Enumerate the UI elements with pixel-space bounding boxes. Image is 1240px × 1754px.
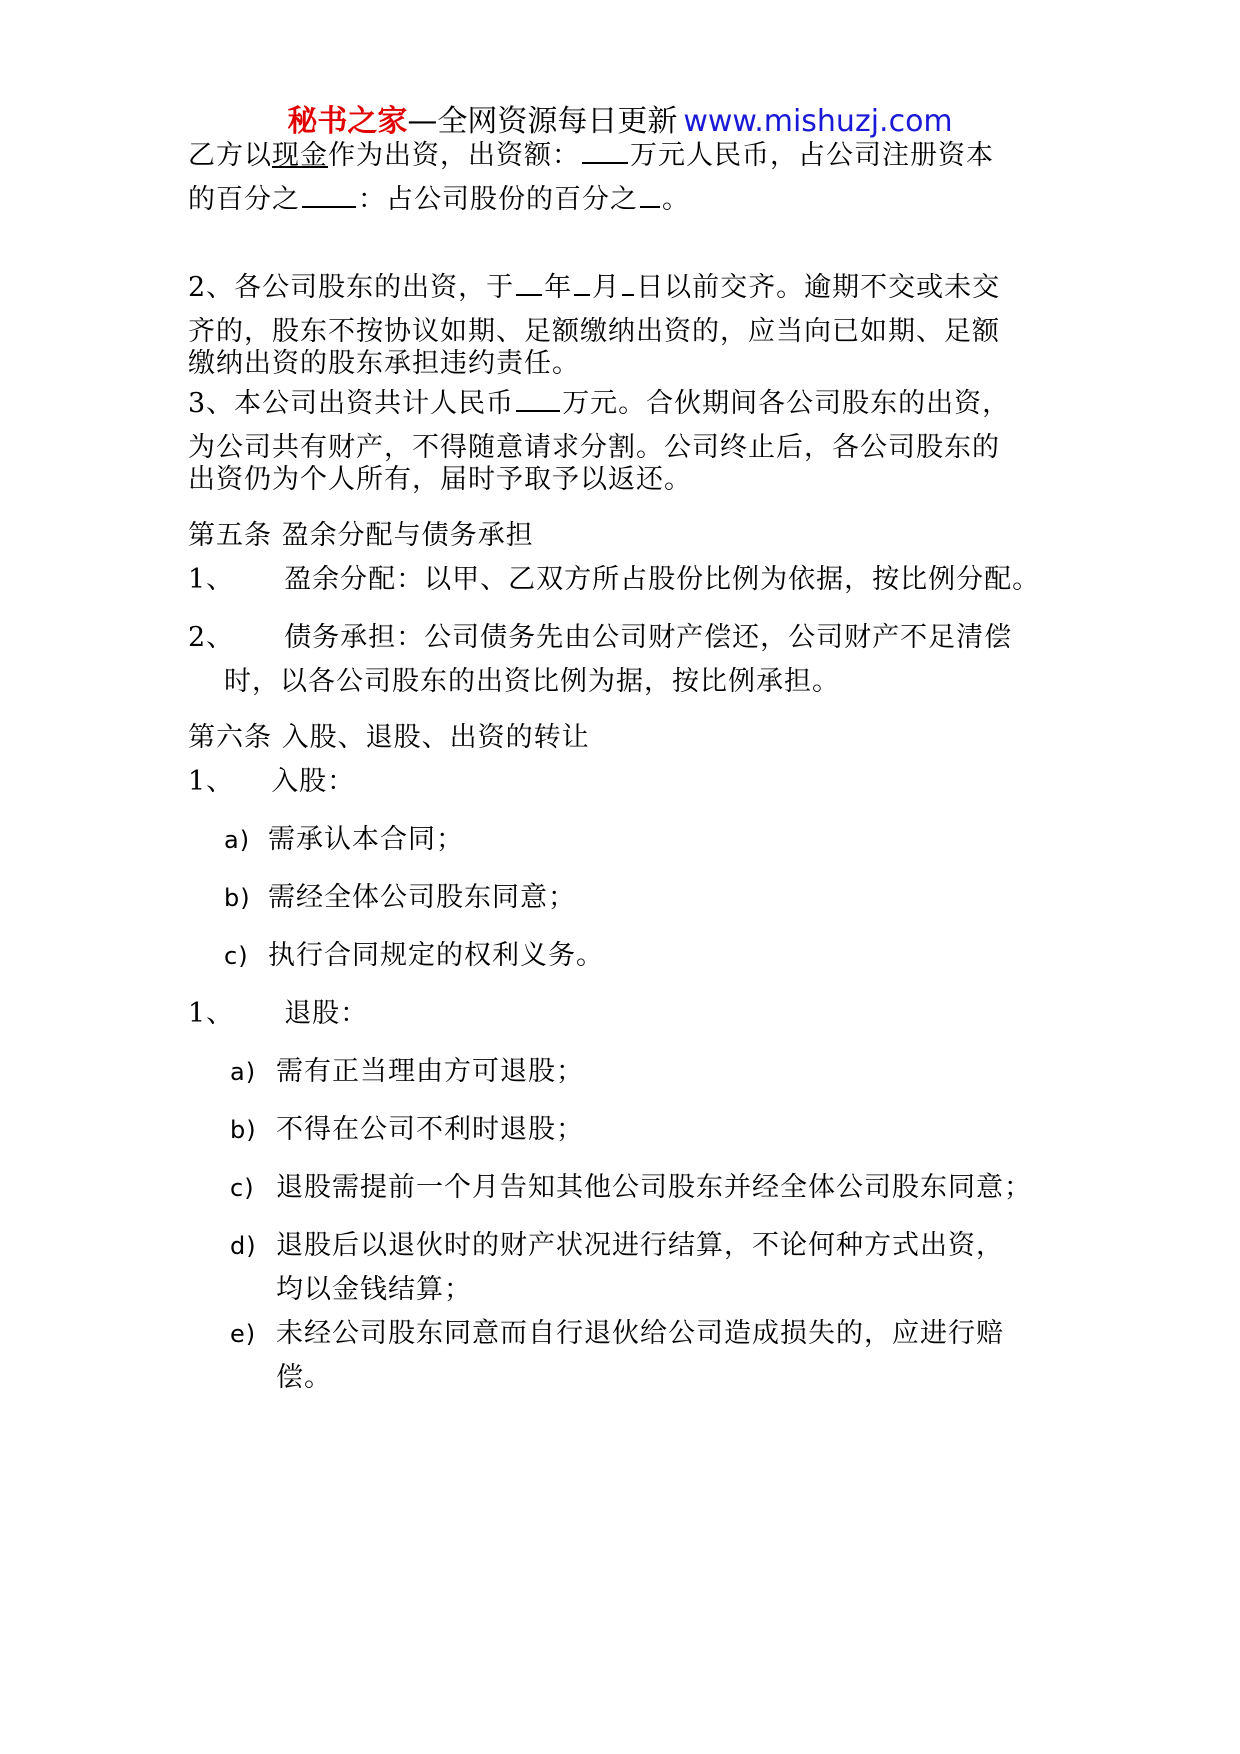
quit-item-a <box>230 1052 584 1092</box>
item-label: b) <box>230 1116 257 1144</box>
amount-blank <box>582 138 628 164</box>
day-blank <box>622 270 634 296</box>
text: 的百分之 <box>188 184 300 215</box>
item3-line-2: 为公司共有财产，不得随意请求分割。公司终止后，各公司股东的 <box>188 432 1000 463</box>
article-6-title: 第六条 入股、退股、出资的转让 <box>188 722 590 753</box>
item-number: 1、 <box>188 564 235 595</box>
quit-item-b <box>230 1110 584 1150</box>
text: 。 <box>662 184 690 215</box>
text: 作为出资，出资额： <box>328 140 580 171</box>
brand-name: 秘书之家 <box>287 104 408 139</box>
month-blank <box>574 270 590 296</box>
text: 需承认本合同； <box>268 824 464 855</box>
text: 执行合同规定的权利义务。 <box>268 940 604 971</box>
item-label: c) <box>230 1174 255 1202</box>
text: 月 <box>592 272 621 303</box>
quit-item-e-cont: 偿。 <box>276 1362 332 1393</box>
contribution-line-2 <box>188 180 690 220</box>
text: 2、各公司股东的出资，于 <box>188 272 515 303</box>
item2-line-3: 缴纳出资的股东承担违约责任。 <box>188 348 580 379</box>
text: 日以前交齐。逾期不交或未交 <box>636 272 1001 303</box>
quit-heading <box>188 994 368 1034</box>
join-item-c <box>224 936 604 976</box>
text: 乙方以 <box>188 140 272 171</box>
capital-percent-blank <box>302 182 356 208</box>
join-item-a <box>224 820 464 860</box>
item2-line-1 <box>188 268 1000 308</box>
item-number: 1、 <box>188 998 235 1029</box>
header-tagline: —全网资源每日更新 <box>407 104 678 139</box>
text: 3、本公司出资共计人民币 <box>188 388 515 419</box>
quit-item-e <box>230 1314 1004 1354</box>
text: 万元人民币，占公司注册资本 <box>630 140 994 171</box>
site-url-link[interactable]: www.mishuzj.com <box>683 104 953 139</box>
text: 入股： <box>271 766 356 797</box>
text: 未经公司股东同意而自行退伙给公司造成损失的，应进行赔 <box>276 1318 1004 1349</box>
text: 年 <box>544 272 573 303</box>
quit-item-d-cont: 均以金钱结算； <box>276 1274 472 1305</box>
item2-line-2: 齐的，股东不按协议如期、足额缴纳出资的，应当向已如期、足额 <box>188 316 1000 347</box>
item-label: d) <box>230 1232 257 1260</box>
contribution-line-1 <box>188 136 994 176</box>
text: 需有正当理由方可退股； <box>276 1056 584 1087</box>
article-5-item-2 <box>188 618 1012 658</box>
item-number: 1、 <box>188 766 235 797</box>
item3-line-3: 出资仍为个人所有，届时予取予以返还。 <box>188 464 692 495</box>
text: 需经全体公司股东同意； <box>268 882 576 913</box>
text: 不得在公司不利时退股； <box>276 1114 584 1145</box>
share-percent-blank <box>640 182 660 208</box>
contribution-method: 现金 <box>272 140 328 171</box>
text: 盈余分配：以甲、乙双方所占股份比例为依据，按比例分配。 <box>284 564 1041 595</box>
year-blank <box>516 270 542 296</box>
join-heading <box>188 762 355 802</box>
text: 万元。合伙期间各公司股东的出资， <box>562 388 1011 419</box>
text: ：占公司股份的百分之 <box>358 184 638 215</box>
item-label: a) <box>230 1058 257 1086</box>
total-amount-blank <box>516 386 560 412</box>
article-5-title: 第五条 盈余分配与债务承担 <box>188 520 534 551</box>
text: 债务承担：公司债务先由公司财产偿还，公司财产不足清偿 <box>284 622 1013 653</box>
item-label: b) <box>224 884 251 912</box>
quit-item-d <box>230 1226 1004 1266</box>
item-number: 2、 <box>188 622 235 653</box>
item3-line-1 <box>188 384 1010 424</box>
item-label: e) <box>230 1320 257 1348</box>
join-item-b <box>224 878 576 918</box>
text: 退股： <box>284 998 369 1029</box>
item-label: c) <box>224 942 249 970</box>
article-5-item-1 <box>188 560 1040 600</box>
quit-item-c <box>230 1168 1032 1208</box>
item-label: a) <box>224 826 251 854</box>
text: 退股后以退伙时的财产状况进行结算，不论何种方式出资， <box>276 1230 1004 1261</box>
article-5-item-2-cont: 时，以各公司股东的出资比例为据，按比例承担。 <box>224 666 840 697</box>
text: 退股需提前一个月告知其他公司股东并经全体公司股东同意； <box>276 1172 1032 1203</box>
